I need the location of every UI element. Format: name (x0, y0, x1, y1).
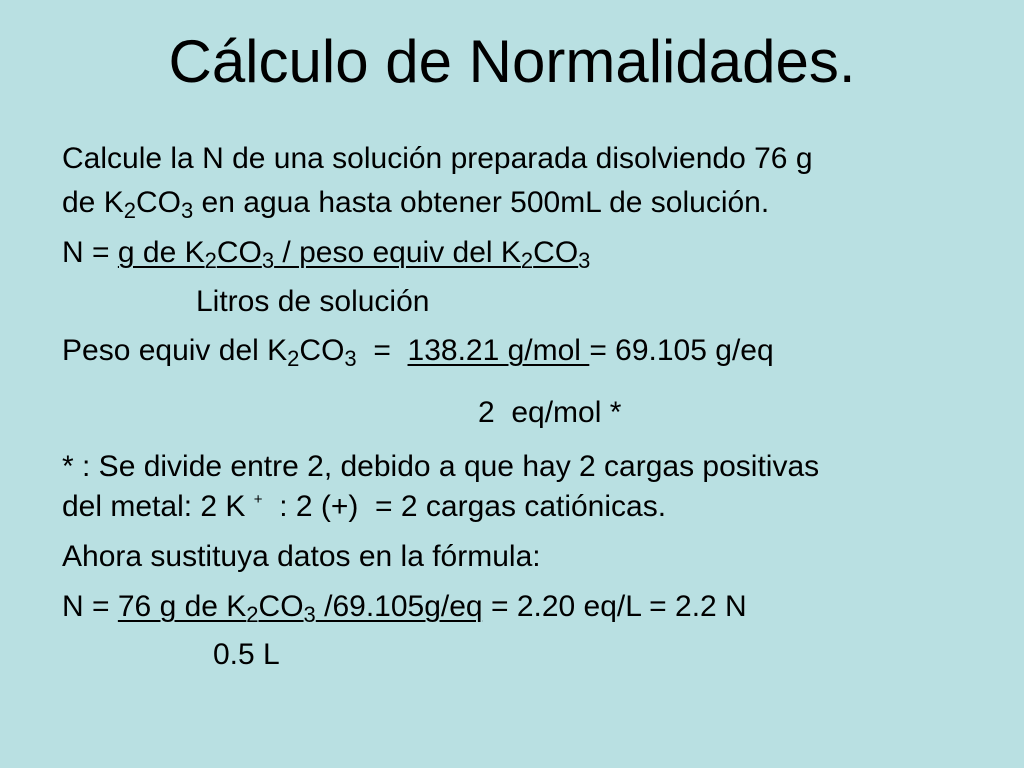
problem-line-1 (62, 142, 813, 176)
formula-numerator (117, 236, 591, 273)
note-text: del metal: 2 K (62, 490, 254, 523)
final-result: = 2.20 eq/L = 2.2 N (482, 590, 747, 623)
numerator-text: CO (533, 236, 579, 269)
subscript: 2 (123, 198, 136, 223)
problem-line-2 (62, 186, 770, 223)
numerator-text: /69.105g/eq (315, 590, 483, 623)
subscript: 2 (204, 248, 217, 273)
formula-denominator: Litros de solución (196, 285, 430, 318)
equiv-numerator: 138.21 g/mol (407, 334, 590, 367)
subscript: 2 (246, 602, 259, 627)
problem-text: CO (135, 186, 181, 219)
superscript: + (253, 491, 263, 508)
problem-text: en agua hasta obtener 500mL de solución. (193, 186, 770, 219)
slide-title: Cálculo de Normalidades. (168, 28, 856, 95)
note-line-2 (62, 490, 666, 524)
subscript: 3 (180, 198, 194, 223)
subscript: 3 (344, 346, 357, 371)
subscript: 2 (520, 248, 534, 273)
subscript: 2 (287, 346, 300, 371)
final-denominator: 0.5 L (213, 638, 280, 671)
note-line-1: * : Se divide entre 2, debido a que hay 2 cargas positivas (62, 450, 820, 483)
numerator-text: CO (216, 236, 262, 269)
formula-lhs: N = (62, 236, 118, 269)
formula-line (62, 236, 591, 273)
problem-text: Calcule la N de una solución preparada disolviendo 76 g (62, 142, 813, 175)
subscript: 3 (261, 248, 275, 273)
equiv-result: = 69.105 g/eq (589, 334, 774, 367)
equals-sign: = (356, 334, 408, 367)
equiv-denominator: 2 eq/mol * (478, 396, 622, 429)
numerator-text: / peso equiv del K (274, 236, 521, 269)
numerator-text: g de K (117, 236, 205, 269)
equiv-label: CO (299, 334, 345, 367)
subscript: 3 (578, 248, 591, 273)
equiv-label: Peso equiv del K (62, 334, 288, 367)
instruction-text: Ahora sustituya datos en la fórmula: (62, 540, 541, 573)
final-numerator (117, 590, 483, 627)
problem-text: de K (62, 186, 124, 219)
final-lhs: N = (62, 590, 118, 623)
numerator-text: CO (258, 590, 304, 623)
final-formula-line (62, 590, 747, 627)
numerator-text: 76 g de K (117, 590, 247, 623)
note-text: : 2 (+) = 2 cargas catiónicas. (262, 490, 667, 523)
subscript: 3 (303, 602, 316, 627)
equiv-weight-line (62, 334, 774, 371)
